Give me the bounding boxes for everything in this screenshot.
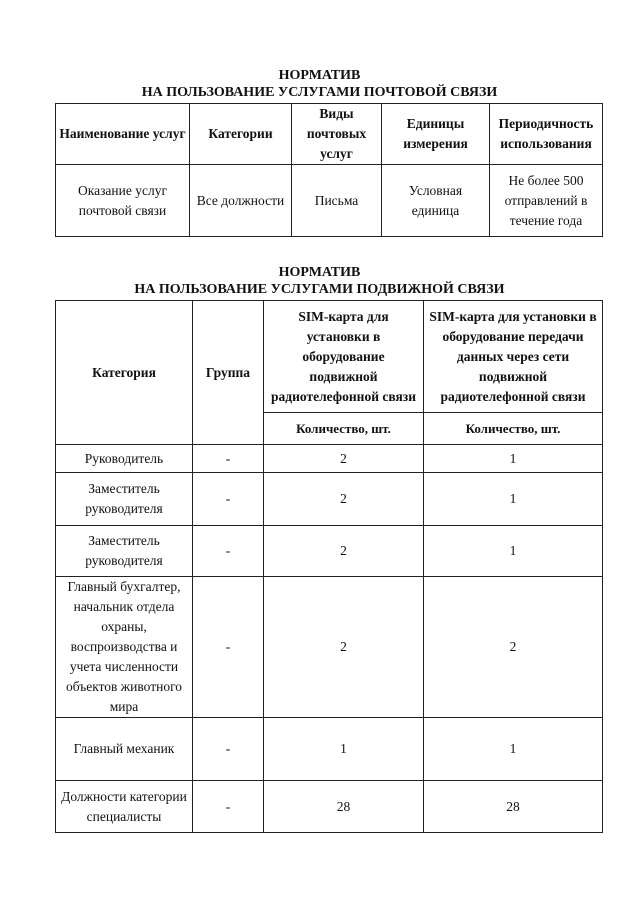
mobile-cell-category: Главный механик — [56, 718, 193, 781]
mobile-cell-sim-data: 1 — [424, 445, 603, 473]
postal-header-kind: Виды почтовых услуг — [292, 104, 382, 165]
table-row — [56, 526, 603, 577]
mobile-header-sim-data: SIM-карта для установки в оборудование передачи данных через сети подвижной радиотелефонной связи — [424, 301, 603, 413]
postal-cell-unit: Условная единица — [382, 165, 490, 237]
mobile-cell-category: Главный бухгалтер, начальник отдела охраны, воспроизводства и учета численности объектов животного мира — [56, 577, 193, 718]
mobile-cell-sim-voice: 28 — [264, 781, 424, 833]
postal-header-frequency: Периодичность использования — [490, 104, 603, 165]
mobile-cell-group: - — [193, 473, 264, 526]
table-row — [56, 165, 603, 237]
postal-cell-service: Оказание услуг почтовой связи — [56, 165, 190, 237]
mobile-header-row — [56, 301, 603, 413]
mobile-cell-sim-data: 1 — [424, 473, 603, 526]
mobile-cell-category: Заместитель руководителя — [56, 526, 193, 577]
postal-header-service: Наименование услуг — [56, 104, 190, 165]
mobile-header-category: Категория — [56, 301, 193, 445]
postal-header-category: Категории — [190, 104, 292, 165]
table-row — [56, 473, 603, 526]
mobile-cell-group: - — [193, 718, 264, 781]
mobile-cell-group: - — [193, 781, 264, 833]
table-row — [56, 781, 603, 833]
mobile-header-qty-voice: Количество, шт. — [264, 413, 424, 445]
mobile-cell-sim-voice: 2 — [264, 577, 424, 718]
mobile-cell-sim-data: 28 — [424, 781, 603, 833]
mobile-cell-category: Заместитель руководителя — [56, 473, 193, 526]
mobile-cell-sim-voice: 2 — [264, 445, 424, 473]
mobile-header-group: Группа — [193, 301, 264, 445]
mobile-cell-sim-voice: 2 — [264, 473, 424, 526]
mobile-cell-group: - — [193, 577, 264, 718]
mobile-norm-table — [55, 300, 603, 833]
mobile-title-line2: НА ПОЛЬЗОВАНИЕ УСЛУГАМИ ПОДВИЖНОЙ СВЯЗИ — [134, 282, 505, 297]
postal-cell-kind: Письма — [292, 165, 382, 237]
mobile-cell-category: Должности категории специалисты — [56, 781, 193, 833]
table-row — [56, 577, 603, 718]
mobile-header-sim-voice: SIM-карта для установки в оборудование подвижной радиотелефонной связи — [264, 301, 424, 413]
mobile-cell-sim-data: 2 — [424, 577, 603, 718]
mobile-header-qty-data: Количество, шт. — [424, 413, 603, 445]
mobile-cell-sim-voice: 2 — [264, 526, 424, 577]
mobile-cell-sim-data: 1 — [424, 526, 603, 577]
mobile-title-line1: НОРМАТИВ — [278, 265, 361, 280]
mobile-cell-sim-voice: 1 — [264, 718, 424, 781]
mobile-cell-group: - — [193, 445, 264, 473]
table-row — [56, 718, 603, 781]
mobile-cell-sim-data: 1 — [424, 718, 603, 781]
postal-header-unit: Единицы измерения — [382, 104, 490, 165]
postal-title-line1: НОРМАТИВ — [278, 68, 361, 83]
table-row — [56, 445, 603, 473]
mobile-cell-group: - — [193, 526, 264, 577]
postal-norm-table — [55, 103, 603, 237]
postal-title-line2: НА ПОЛЬЗОВАНИЕ УСЛУГАМИ ПОЧТОВОЙ СВЯЗИ — [141, 85, 498, 100]
postal-cell-frequency: Не более 500 отправлений в течение года — [490, 165, 603, 237]
postal-cell-category: Все должности — [190, 165, 292, 237]
mobile-cell-category: Руководитель — [56, 445, 193, 473]
postal-header-row — [56, 104, 603, 165]
